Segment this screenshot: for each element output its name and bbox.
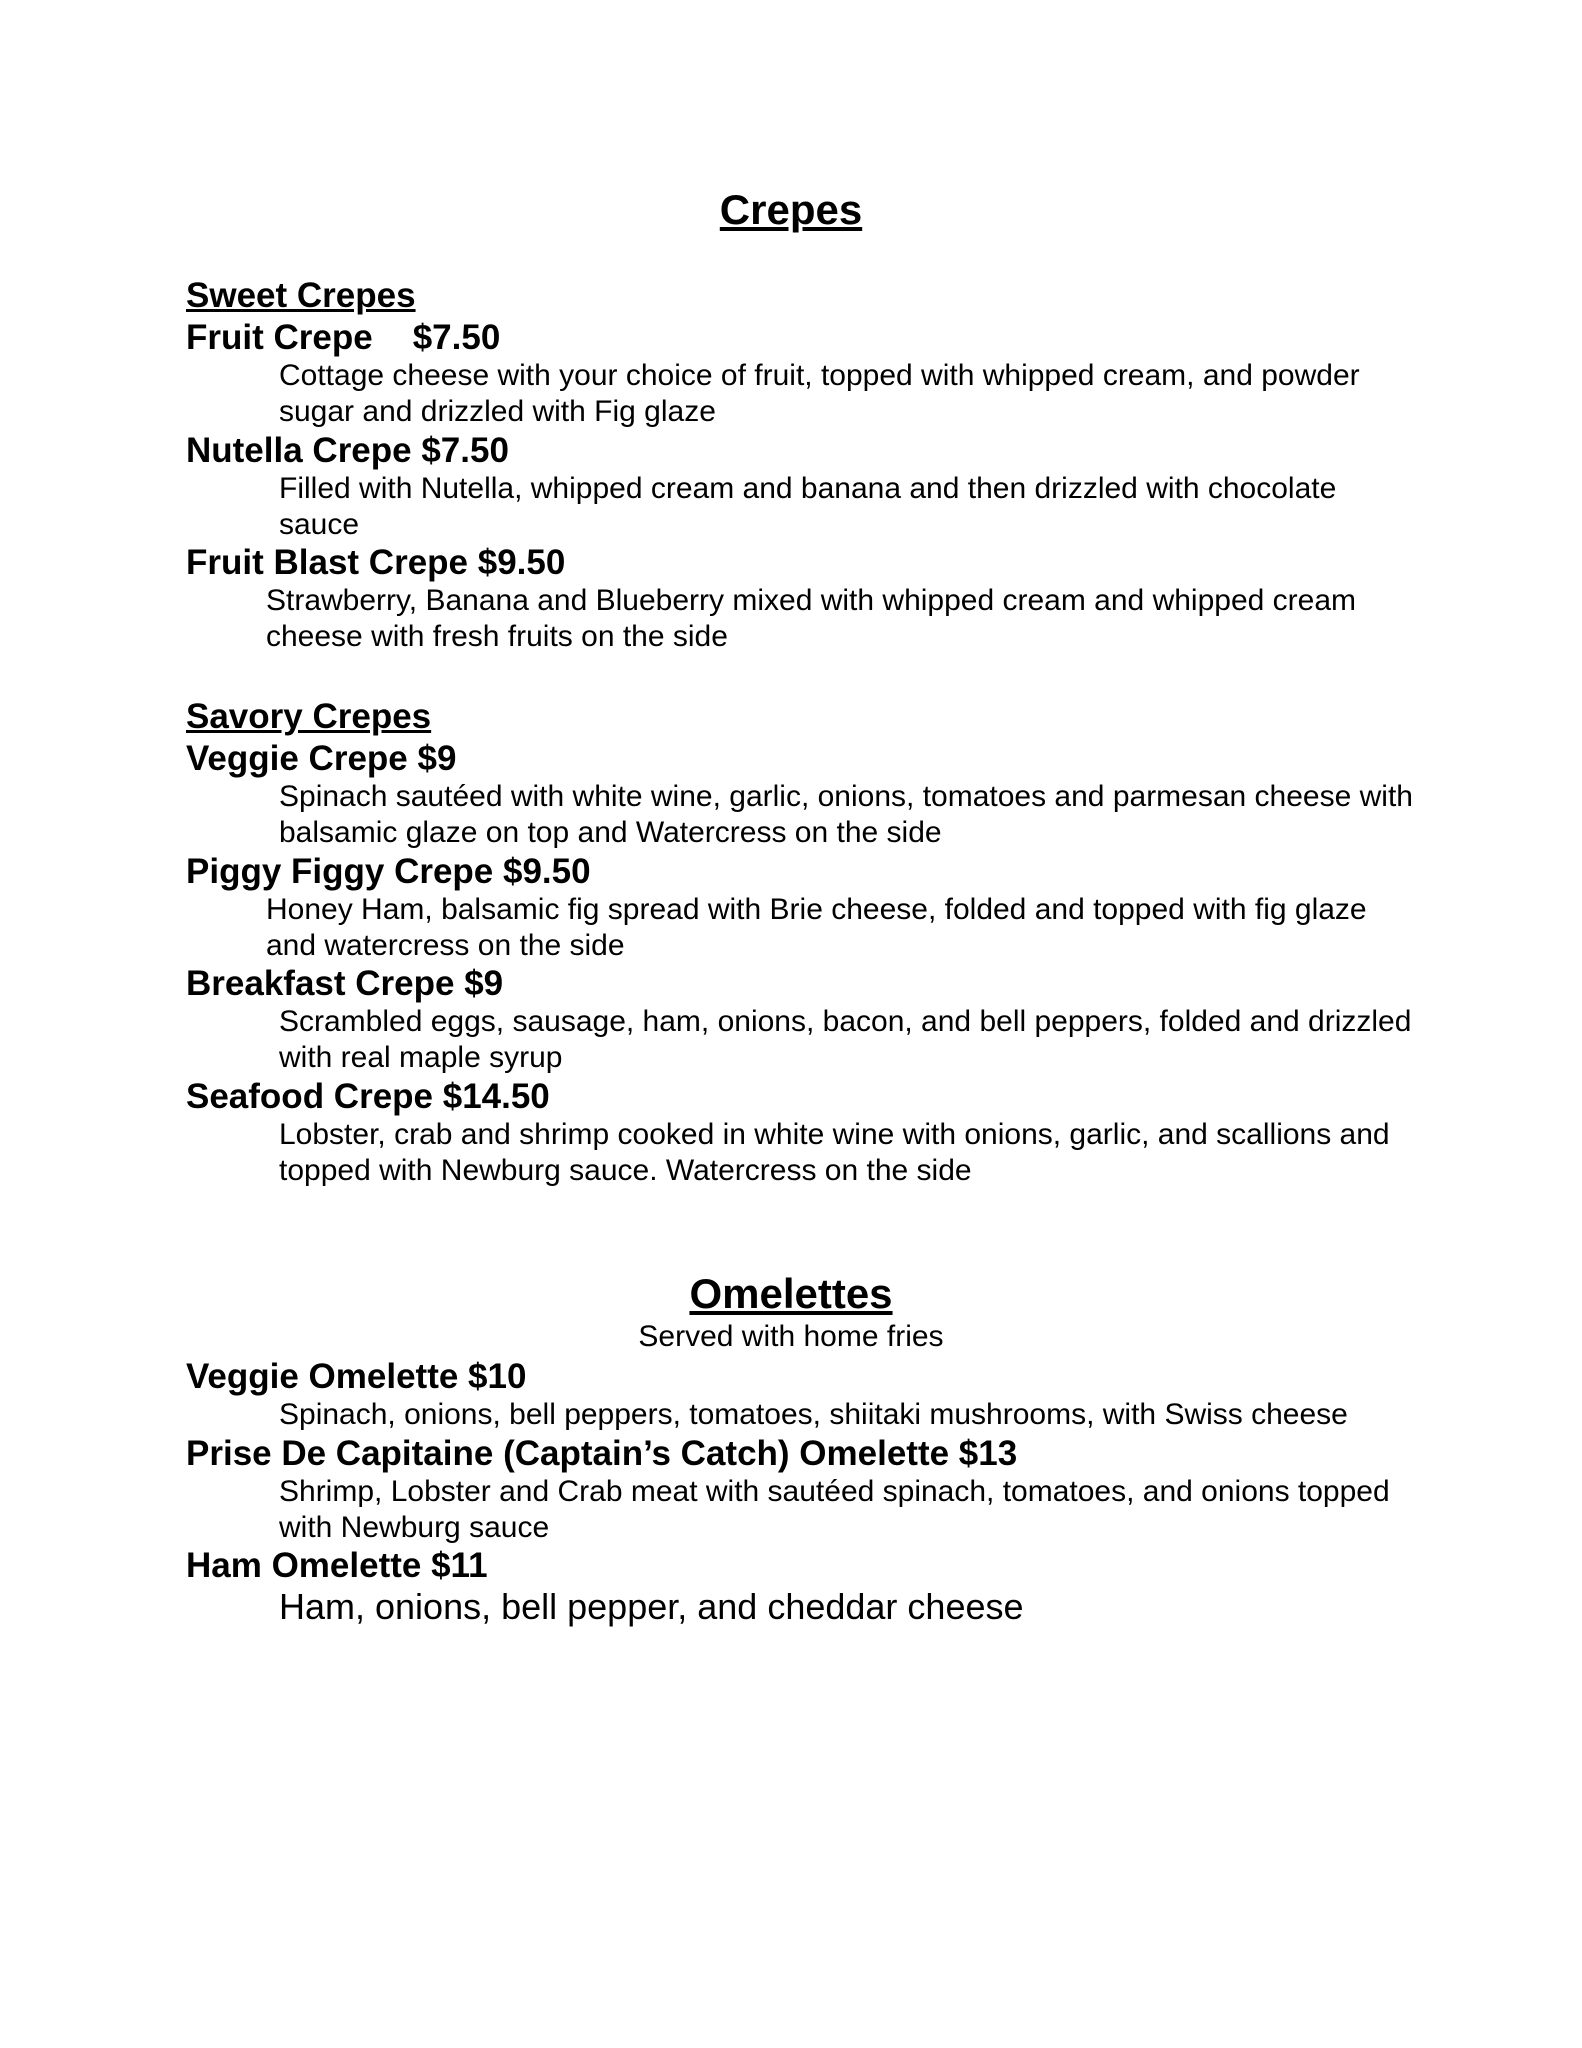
menu-item-title: Veggie Crepe $9 [186,739,457,778]
menu-item-description: Spinach sautéed with white wine, garlic, onions, tomatoes and parmesan cheese with balsamic glaze on top and Watercress on the side [279,780,1413,849]
savory-crepes-heading: Savory Crepes [186,697,432,736]
menu-item-title: Ham Omelette $11 [186,1546,488,1585]
omelettes-title: Omelettes [689,1270,893,1317]
item-price: $7.50 [412,318,501,357]
menu-item-description: Shrimp, Lobster and Crab meat with sautéed spinach, tomatoes, and onions topped with Newburg sauce [279,1475,1390,1544]
menu-item-title: Breakfast Crepe $9 [186,964,504,1003]
menu-item-description: Filled with Nutella, whipped cream and banana and then drizzled with chocolate sauce [279,472,1337,541]
menu-item-description: Cottage cheese with your choice of fruit, topped with whipped cream, and powder sugar and drizzled with Fig glaze [279,359,1360,428]
menu-item-description: Strawberry, Banana and Blueberry mixed with whipped cream and whipped cream cheese with fresh fruits on the side [266,584,1357,653]
menu-item-description: Honey Ham, balsamic fig spread with Brie cheese, folded and topped with fig glaze and watercress on the side [266,893,1367,962]
menu-item-title [186,318,500,358]
menu-item-description: Spinach, onions, bell peppers, tomatoes, shiitaki mushrooms, with Swiss cheese [279,1398,1348,1431]
menu-item-title: Seafood Crepe $14.50 [186,1077,550,1116]
menu-item-title: Fruit Blast Crepe $9.50 [186,543,566,582]
menu-item-description: Scrambled eggs, sausage, ham, onions, bacon, and bell peppers, folded and drizzled with real maple syrup [279,1005,1412,1074]
crepes-title: Crepes [719,186,863,233]
sweet-crepes-heading: Sweet Crepes [186,276,416,315]
menu-item-title: Piggy Figgy Crepe $9.50 [186,852,591,891]
menu-item-description: Ham, onions, bell pepper, and cheddar cheese [279,1586,1024,1627]
menu-item-title: Veggie Omelette $10 [186,1357,527,1396]
item-name: Fruit Crepe [186,318,373,357]
menu-item-title: Prise De Capitaine (Captain’s Catch) Omelette $13 [186,1434,1018,1473]
omelettes-note: Served with home fries [638,1320,944,1353]
menu-item-title: Nutella Crepe $7.50 [186,431,509,470]
menu-item-description: Lobster, crab and shrimp cooked in white wine with onions, garlic, and scallions and topped with Newburg sauce. Watercress on the side [279,1118,1390,1187]
